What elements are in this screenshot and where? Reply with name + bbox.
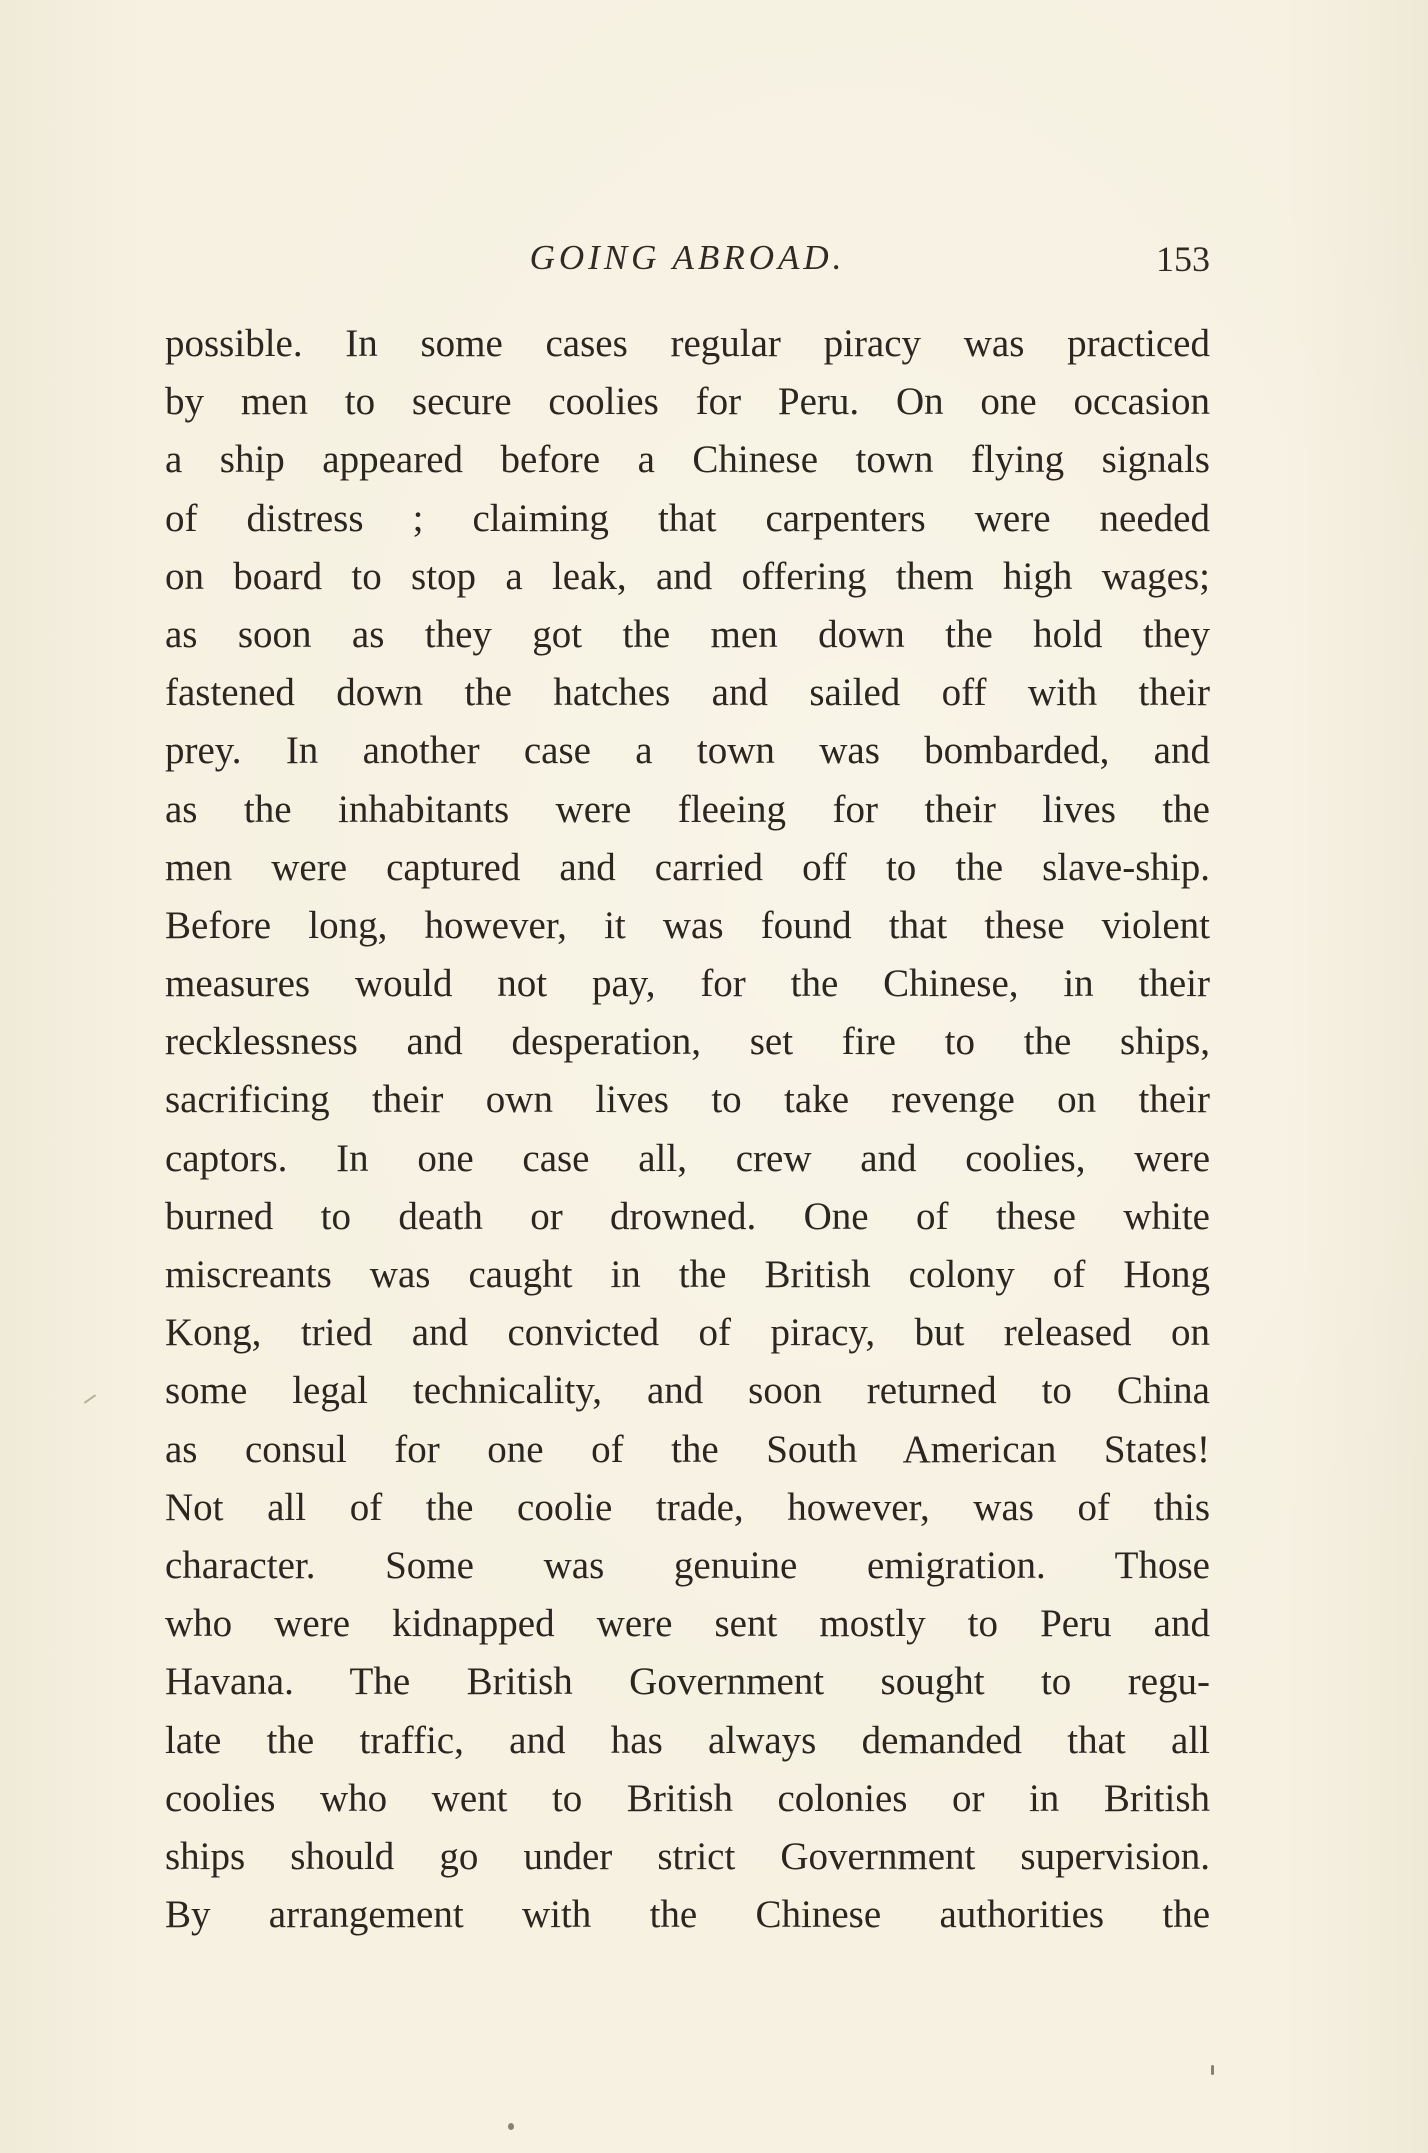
- text-line: recklessness and desperation, set fire to the ships,: [165, 1020, 1210, 1064]
- paper-speck: [1211, 2065, 1214, 2075]
- text-line: miscreants was caught in the British colony of Hong: [165, 1253, 1210, 1296]
- text-line: Havana. The British Government sought to regu-: [165, 1660, 1210, 1704]
- page-number: 153: [1156, 239, 1210, 279]
- paper-speck: [508, 2123, 514, 2130]
- text-line: measures would not pay, for the Chinese, in their: [165, 962, 1210, 1006]
- text-line: some legal technicality, and soon returned to China: [165, 1369, 1210, 1413]
- text-line: Not all of the coolie trade, however, was of this: [165, 1485, 1210, 1529]
- text-line: character. Some was genuine emigration. Those: [165, 1543, 1210, 1587]
- text-line: sacrificing their own lives to take revenge on their: [165, 1078, 1210, 1122]
- text-line: By arrangement with the Chinese authorities the: [165, 1893, 1210, 1937]
- text-line: who were kidnapped were sent mostly to Peru and: [165, 1602, 1210, 1646]
- text-line: burned to death or drowned. One of these white: [165, 1194, 1210, 1238]
- text-line: late the traffic, and has always demanded that all: [165, 1718, 1210, 1762]
- text-line: of distress ; claiming that carpenters were needed: [165, 496, 1210, 540]
- text-line: a ship appeared before a Chinese town flying signals: [165, 438, 1210, 482]
- text-line: as soon as they got the men down the hold they: [165, 612, 1210, 656]
- text-line: as the inhabitants were fleeing for their lives the: [165, 787, 1210, 831]
- running-title: GOING ABROAD.: [529, 238, 846, 277]
- text-line: as consul for one of the South American States!: [165, 1427, 1210, 1471]
- text-line: Kong, tried and convicted of piracy, but released on: [165, 1311, 1210, 1355]
- text-line: captors. In one case all, crew and coolies, were: [165, 1136, 1210, 1180]
- text-line: ships should go under strict Government supervision.: [165, 1834, 1210, 1878]
- text-line: prey. In another case a town was bombarded, and: [165, 729, 1210, 773]
- text-line: men were captured and carried off to the slave-ship.: [165, 845, 1210, 889]
- text-line: by men to secure coolies for Peru. On one occasion: [165, 380, 1210, 424]
- text-line: fastened down the hatches and sailed off with their: [165, 671, 1210, 715]
- text-line: on board to stop a leak, and offering them high wages;: [165, 554, 1210, 598]
- text-line: possible. In some cases regular piracy was practiced: [165, 322, 1210, 365]
- text-line: coolies who went to British colonies or in British: [165, 1776, 1210, 1820]
- paper-speck: [84, 1394, 97, 1404]
- running-head: [165, 238, 1210, 298]
- text-line: Before long, however, it was found that these violent: [165, 903, 1210, 947]
- body-text: [165, 315, 1210, 1944]
